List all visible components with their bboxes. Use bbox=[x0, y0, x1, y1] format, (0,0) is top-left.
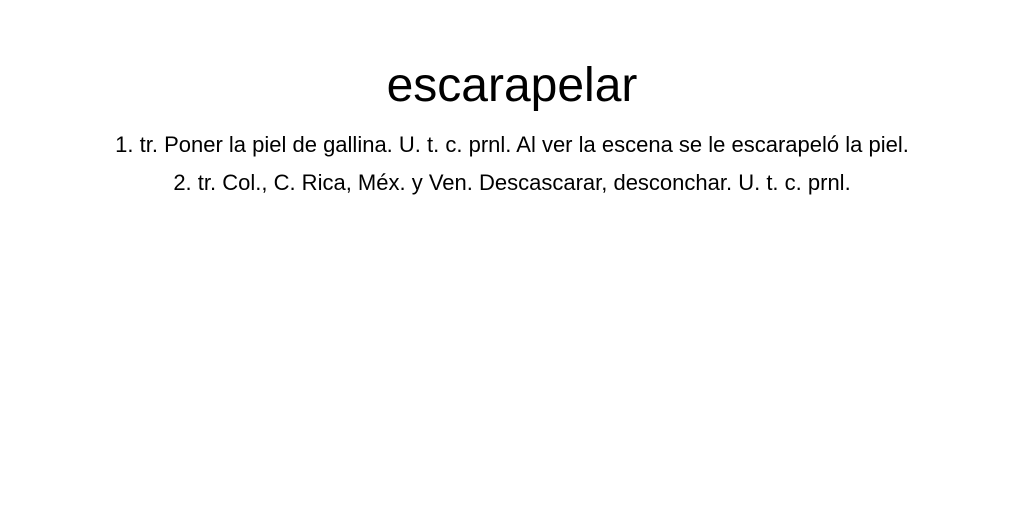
definition-2: 2. tr. Col., C. Rica, Méx. y Ven. Descascarar, desconchar. U. t. c. prnl. bbox=[173, 170, 851, 195]
definition-1: 1. tr. Poner la piel de gallina. U. t. c. prnl. Al ver la escena se le escarapeló la piel. bbox=[115, 132, 909, 157]
headword-title: escarapelar bbox=[386, 59, 638, 112]
definition-list bbox=[112, 126, 912, 202]
